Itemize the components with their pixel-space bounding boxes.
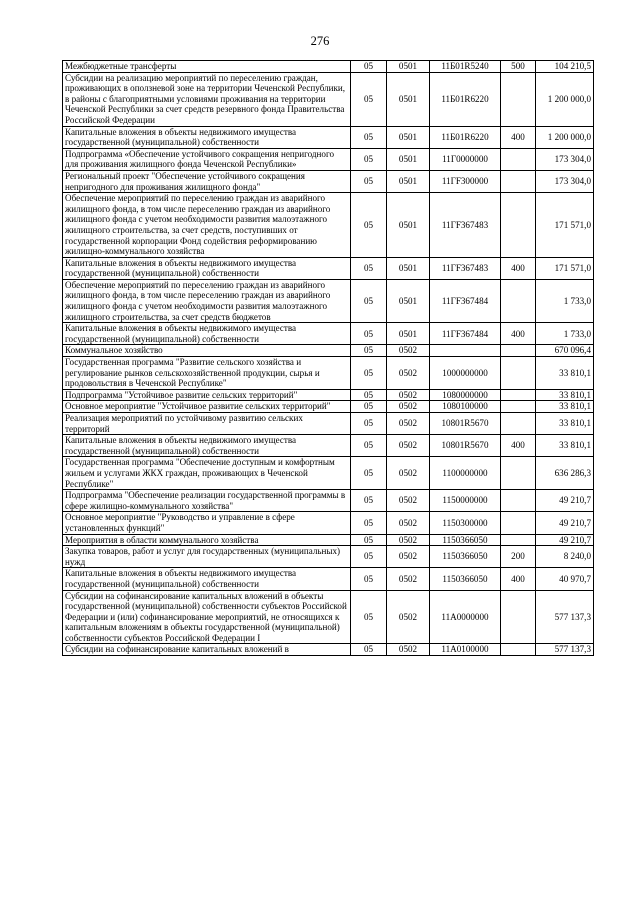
row-amount: 33 810,1	[536, 389, 594, 401]
table-row	[63, 568, 594, 590]
row-subsection-code: 0502	[387, 490, 430, 512]
row-name: Межбюджетные трансферты	[63, 61, 351, 73]
row-expense-type-code	[501, 457, 536, 490]
row-name: Реализация мероприятий по устойчивому развитию сельских территорий	[63, 413, 351, 435]
row-expense-type-code: 200	[501, 546, 536, 568]
row-expense-type-code	[501, 590, 536, 644]
row-amount: 8 240,0	[536, 546, 594, 568]
row-name: Закупка товаров, работ и услуг для государственных (муниципальных) нужд	[63, 546, 351, 568]
row-section-code: 05	[351, 279, 387, 322]
table-row	[63, 512, 594, 534]
row-section-code: 05	[351, 61, 387, 73]
row-section-code: 05	[351, 323, 387, 345]
table-row	[63, 345, 594, 357]
row-section-code: 05	[351, 389, 387, 401]
row-section-code: 05	[351, 413, 387, 435]
row-name: Обеспечение мероприятий по переселению граждан из аварийного жилищного фонда, в том числе переселению граждан из аварийного жилищного фонда с учетом необходимости развития малоэтажного жилищного строительства, за счет средств бюджетов	[63, 279, 351, 322]
row-expense-type-code	[501, 148, 536, 170]
row-amount: 173 304,0	[536, 170, 594, 192]
table-row	[63, 257, 594, 279]
row-amount: 1 733,0	[536, 279, 594, 322]
row-subsection-code: 0502	[387, 457, 430, 490]
table-row	[63, 279, 594, 322]
row-section-code: 05	[351, 72, 387, 126]
row-target-article-code: 1000000000	[430, 357, 501, 390]
row-subsection-code: 0502	[387, 413, 430, 435]
table-row	[63, 357, 594, 390]
table-row	[63, 323, 594, 345]
row-name: Капитальные вложения в объекты недвижимого имущества государственной (муниципальной) собственности	[63, 257, 351, 279]
row-subsection-code: 0501	[387, 148, 430, 170]
row-target-article-code: 1080100000	[430, 401, 501, 413]
row-amount: 49 210,7	[536, 534, 594, 546]
row-target-article-code: 11ГF300000	[430, 170, 501, 192]
row-amount: 171 571,0	[536, 257, 594, 279]
row-expense-type-code	[501, 72, 536, 126]
row-name: Капитальные вложения в объекты недвижимого имущества государственной (муниципальной) собственности	[63, 435, 351, 457]
row-section-code: 05	[351, 257, 387, 279]
row-subsection-code: 0502	[387, 590, 430, 644]
row-expense-type-code: 400	[501, 257, 536, 279]
table-row	[63, 435, 594, 457]
row-target-article-code: 1150366050	[430, 546, 501, 568]
row-expense-type-code: 500	[501, 61, 536, 73]
row-section-code: 05	[351, 534, 387, 546]
row-subsection-code: 0502	[387, 435, 430, 457]
row-expense-type-code	[501, 170, 536, 192]
table-row	[63, 389, 594, 401]
row-subsection-code: 0502	[387, 568, 430, 590]
table-row	[63, 61, 594, 73]
row-subsection-code: 0501	[387, 126, 430, 148]
row-amount: 1 733,0	[536, 323, 594, 345]
row-target-article-code: 11Г0000000	[430, 148, 501, 170]
row-amount: 171 571,0	[536, 193, 594, 258]
row-expense-type-code	[501, 490, 536, 512]
row-name: Субсидии на реализацию мероприятий по переселению граждан, проживающих в оползневой зоне на территории Чеченской Республики, в районы с благоприятными условиями проживания на территории Чеченской Республики за счет средств резервного фонда Правительства Российской Федерации	[63, 72, 351, 126]
row-name: Подпрограмма "Устойчивое развитие сельских территорий"	[63, 389, 351, 401]
row-amount: 33 810,1	[536, 435, 594, 457]
row-section-code: 05	[351, 435, 387, 457]
row-target-article-code: 11А0100000	[430, 644, 501, 656]
row-target-article-code: 11А0000000	[430, 590, 501, 644]
row-subsection-code: 0501	[387, 193, 430, 258]
table-row	[63, 490, 594, 512]
row-section-code: 05	[351, 193, 387, 258]
row-amount: 577 137,3	[536, 590, 594, 644]
row-section-code: 05	[351, 357, 387, 390]
row-expense-type-code: 400	[501, 568, 536, 590]
row-name: Мероприятия в области коммунального хозяйства	[63, 534, 351, 546]
row-expense-type-code	[501, 389, 536, 401]
row-subsection-code: 0501	[387, 323, 430, 345]
table-row	[63, 401, 594, 413]
row-amount: 40 970,7	[536, 568, 594, 590]
row-target-article-code: 1150000000	[430, 490, 501, 512]
page-number: 276	[310, 34, 330, 48]
table-row	[63, 193, 594, 258]
row-name: Государственная программа "Обеспечение доступным и комфортным жильем и услугами ЖКХ граждан, проживающих в Чеченской Республике"	[63, 457, 351, 490]
row-expense-type-code	[501, 644, 536, 656]
row-name: Капитальные вложения в объекты недвижимого имущества государственной (муниципальной) собственности	[63, 126, 351, 148]
table-row	[63, 546, 594, 568]
row-expense-type-code	[501, 279, 536, 322]
row-subsection-code: 0501	[387, 279, 430, 322]
row-expense-type-code	[501, 401, 536, 413]
row-amount: 636 286,3	[536, 457, 594, 490]
row-subsection-code: 0502	[387, 357, 430, 390]
table-row	[63, 457, 594, 490]
row-target-article-code: 11ГF367484	[430, 323, 501, 345]
row-target-article-code: 11Б01R5240	[430, 61, 501, 73]
row-expense-type-code	[501, 512, 536, 534]
row-amount: 33 810,1	[536, 357, 594, 390]
row-subsection-code: 0501	[387, 61, 430, 73]
row-expense-type-code: 400	[501, 323, 536, 345]
table-row	[63, 644, 594, 656]
row-name: Коммунальное хозяйство	[63, 345, 351, 357]
table-row	[63, 72, 594, 126]
row-amount: 670 096,4	[536, 345, 594, 357]
row-target-article-code: 10801R5670	[430, 435, 501, 457]
row-name: Основное мероприятие "Руководство и управление в сфере установленных функций"	[63, 512, 351, 534]
row-section-code: 05	[351, 345, 387, 357]
row-subsection-code: 0501	[387, 170, 430, 192]
row-section-code: 05	[351, 148, 387, 170]
budget-table	[62, 60, 594, 656]
row-target-article-code: 11ГF367483	[430, 257, 501, 279]
row-expense-type-code: 400	[501, 435, 536, 457]
table-row	[63, 148, 594, 170]
row-target-article-code: 1150300000	[430, 512, 501, 534]
row-target-article-code: 11Б01R6220	[430, 126, 501, 148]
row-subsection-code: 0501	[387, 72, 430, 126]
row-amount: 104 210,5	[536, 61, 594, 73]
row-name: Подпрограмма «Обеспечение устойчивого сокращения непригодного для проживания жилищного фонда Чеченской Республики»	[63, 148, 351, 170]
row-subsection-code: 0502	[387, 345, 430, 357]
row-name: Региональный проект "Обеспечение устойчивого сокращения непригодного для проживания жилищного фонда"	[63, 170, 351, 192]
row-amount: 33 810,1	[536, 401, 594, 413]
row-section-code: 05	[351, 457, 387, 490]
row-target-article-code: 11Б01R6220	[430, 72, 501, 126]
row-expense-type-code	[501, 345, 536, 357]
row-target-article-code: 11ГF367483	[430, 193, 501, 258]
row-section-code: 05	[351, 590, 387, 644]
row-target-article-code: 1150366050	[430, 534, 501, 546]
row-amount: 49 210,7	[536, 512, 594, 534]
row-amount: 173 304,0	[536, 148, 594, 170]
row-target-article-code: 1150366050	[430, 568, 501, 590]
row-subsection-code: 0502	[387, 401, 430, 413]
row-target-article-code: 11ГF367484	[430, 279, 501, 322]
row-amount: 577 137,3	[536, 644, 594, 656]
row-name: Обеспечение мероприятий по переселению граждан из аварийного жилищного фонда, в том числе переселению граждан из аварийного жилищного фонда с учетом необходимости развития малоэтажного жилищного строительства, за счет средств, поступивших от государственной корпорации Фонд содействия реформированию жилищно-коммунального хозяйства	[63, 193, 351, 258]
row-name: Государственная программа "Развитие сельского хозяйства и регулирование рынков сельскохозяйственной продукции, сырья и продовольствия в Чеченской Республике"	[63, 357, 351, 390]
row-name: Капитальные вложения в объекты недвижимого имущества государственной (муниципальной) собственности	[63, 568, 351, 590]
table-row	[63, 170, 594, 192]
row-section-code: 05	[351, 126, 387, 148]
row-name: Субсидии на софинансирование капитальных вложений в объекты государственной (муниципальной) собственности субъектов Российской Федерации и (или) софинансирование мероприятий, не относящихся к капитальным вложениям в объекты государственной (муниципальной) собственности субъектов Российской Федерации I	[63, 590, 351, 644]
row-subsection-code: 0502	[387, 546, 430, 568]
row-expense-type-code	[501, 193, 536, 258]
row-subsection-code: 0502	[387, 534, 430, 546]
row-subsection-code: 0501	[387, 257, 430, 279]
row-expense-type-code	[501, 357, 536, 390]
budget-table-body	[63, 61, 594, 656]
table-row	[63, 413, 594, 435]
table-row	[63, 126, 594, 148]
row-target-article-code: 1080000000	[430, 389, 501, 401]
row-target-article-code: 1100000000	[430, 457, 501, 490]
row-section-code: 05	[351, 512, 387, 534]
row-amount: 33 810,1	[536, 413, 594, 435]
row-subsection-code: 0502	[387, 512, 430, 534]
row-name: Подпрограмма "Обеспечение реализации государственной программы в сфере жилищно-коммунального хозяйства"	[63, 490, 351, 512]
table-row	[63, 534, 594, 546]
row-subsection-code: 0502	[387, 389, 430, 401]
row-expense-type-code	[501, 534, 536, 546]
row-section-code: 05	[351, 568, 387, 590]
row-expense-type-code	[501, 413, 536, 435]
row-amount: 49 210,7	[536, 490, 594, 512]
row-section-code: 05	[351, 644, 387, 656]
row-subsection-code: 0502	[387, 644, 430, 656]
row-name: Субсидии на софинансирование капитальных вложений в	[63, 644, 351, 656]
row-section-code: 05	[351, 490, 387, 512]
row-section-code: 05	[351, 546, 387, 568]
row-target-article-code: 10801R5670	[430, 413, 501, 435]
row-expense-type-code: 400	[501, 126, 536, 148]
row-section-code: 05	[351, 170, 387, 192]
row-name: Основное мероприятие "Устойчивое развитие сельских территорий"	[63, 401, 351, 413]
row-amount: 1 200 000,0	[536, 72, 594, 126]
row-amount: 1 200 000,0	[536, 126, 594, 148]
row-target-article-code	[430, 345, 501, 357]
table-row	[63, 590, 594, 644]
row-section-code: 05	[351, 401, 387, 413]
row-name: Капитальные вложения в объекты недвижимого имущества государственной (муниципальной) собственности	[63, 323, 351, 345]
